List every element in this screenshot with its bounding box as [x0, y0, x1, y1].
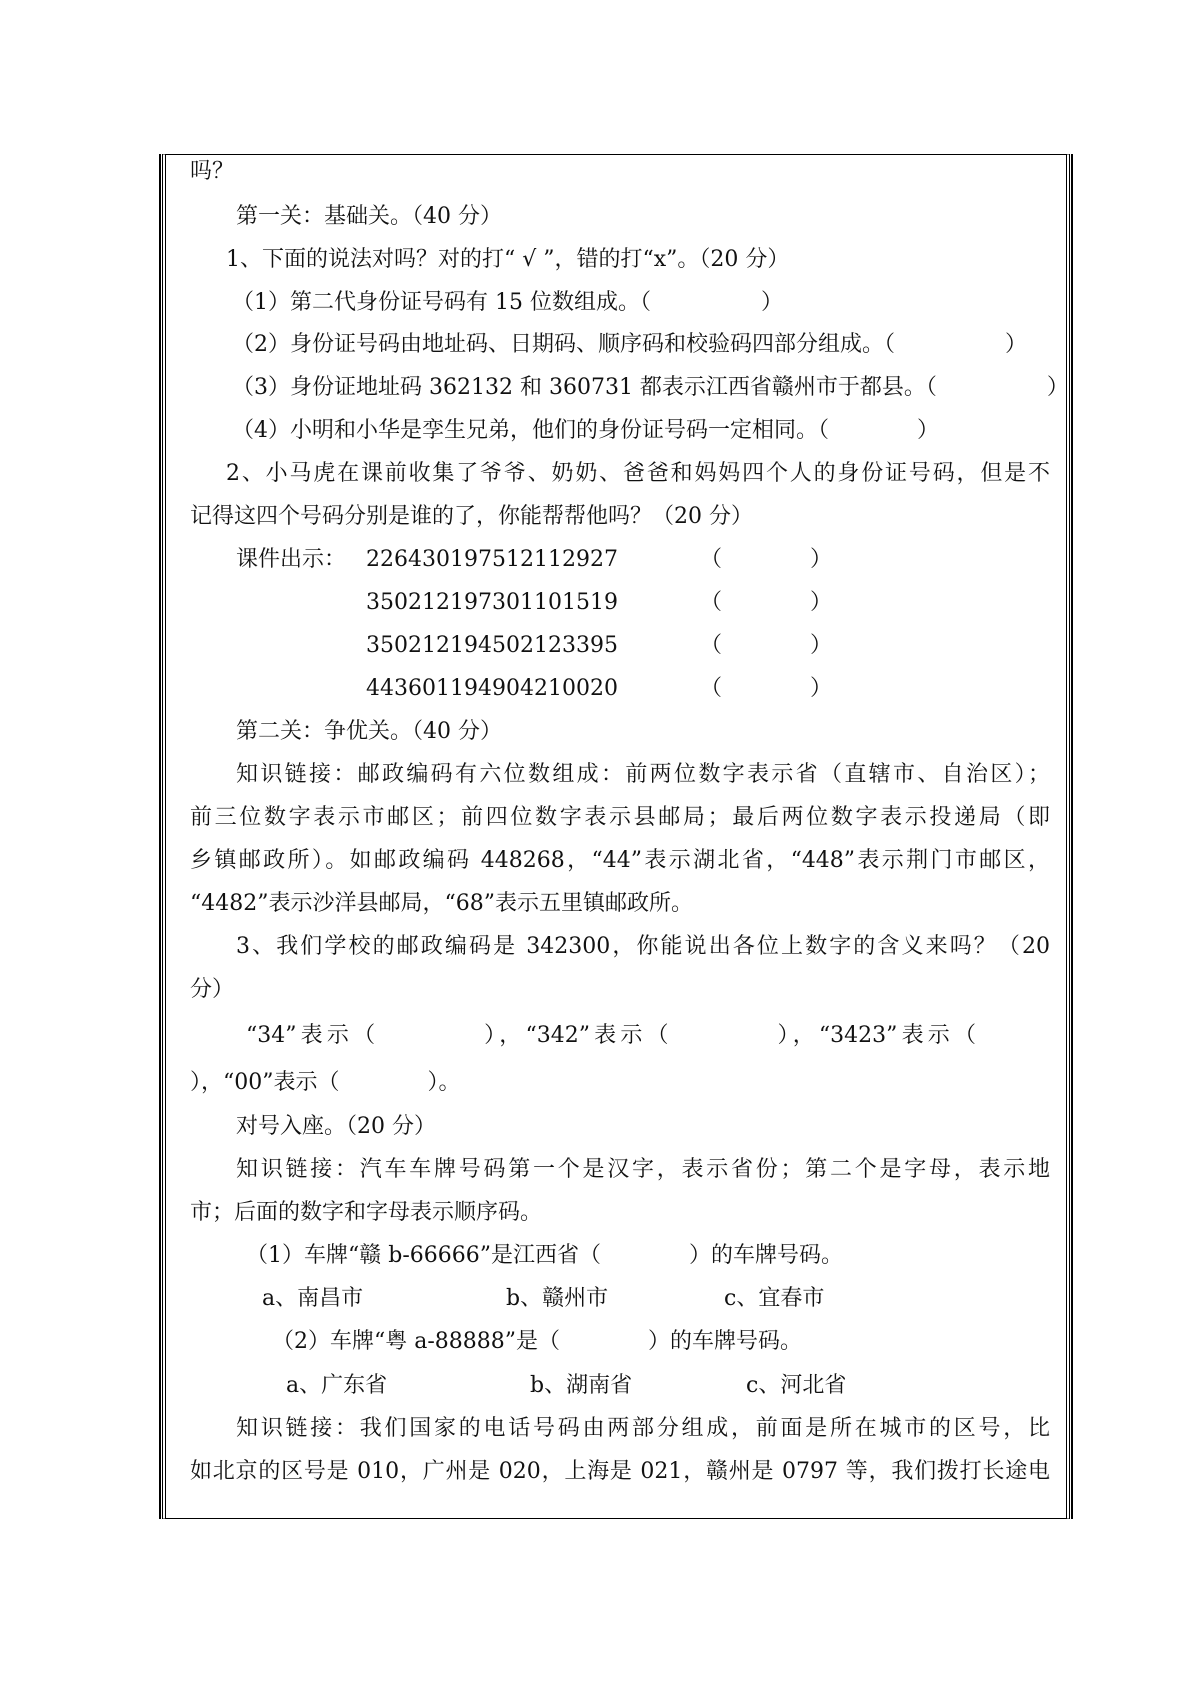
knowledge-link: 知识链接：邮政编码有六位数组成：前两位数字表示省（直辖市、自治区）；	[236, 762, 1050, 787]
knowledge-link-cont: 如北京的区号是 010，广州是 020，上海是 021，赣州是 0797 等，我们拨打长途电	[190, 1459, 1050, 1484]
knowledge-link: 知识链接：汽车车牌号码第一个是汉字，表示省份；第二个是字母，表示地	[236, 1157, 1050, 1182]
option: b、湖南省	[530, 1373, 633, 1398]
question-3-cont: 分）	[190, 977, 235, 1002]
answer-paren: （ ）	[700, 633, 833, 658]
courseware-label: 课件出示：	[236, 547, 347, 572]
answer-paren: （ ）	[700, 590, 833, 615]
plate-question-2: （2）车牌“粤 a-88888”是（ ）的车牌号码。	[272, 1329, 803, 1354]
section-heading: 对号入座。（20 分）	[236, 1114, 436, 1139]
question-1-item-3: （3）身份证地址码 362132 和 360731 都表示江西省赣州市于都县。（ ）	[232, 375, 1069, 400]
question-1-item-1: （1）第二代身份证号码有 15 位数组成。（ ）	[232, 290, 783, 315]
question-3-blanks: “34”表示（ ），“342”表示（ ），“3423”表示（	[246, 1023, 976, 1048]
knowledge-link-cont: “4482”表示沙洋县邮局，“68”表示五里镇邮政所。	[190, 891, 693, 916]
id-number: 350212194502123395	[366, 633, 618, 658]
question-1-item-2: （2）身份证号码由地址码、日期码、顺序码和校验码四部分组成。（ ）	[232, 332, 1027, 357]
option: b、赣州市	[506, 1286, 609, 1311]
question-3: 3、我们学校的邮政编码是 342300，你能说出各位上数字的含义来吗？（20	[236, 934, 1050, 959]
question-3-blanks-cont: ），“00”表示（ ）。	[190, 1070, 461, 1095]
answer-paren: （ ）	[700, 676, 833, 701]
section-heading: 第一关：基础关。（40 分）	[236, 204, 502, 229]
question-1-item-4: （4）小明和小华是孪生兄弟，他们的身份证号码一定相同。（ ）	[232, 418, 939, 443]
id-number: 226430197512112927	[366, 547, 618, 572]
option: a、南昌市	[262, 1286, 364, 1311]
section-heading: 第二关：争优关。（40 分）	[236, 719, 502, 744]
question-2: 2、小马虎在课前收集了爷爷、奶奶、爸爸和妈妈四个人的身份证号码，但是不	[226, 461, 1050, 486]
knowledge-link-cont: 前三位数字表示市邮区；前四位数字表示县邮局；最后两位数字表示投递局（即	[190, 805, 1050, 830]
knowledge-link-cont: 乡镇邮政所）。如邮政编码 448268，“44”表示湖北省，“448”表示荆门市邮区，	[190, 848, 1050, 873]
id-number: 350212197301101519	[366, 590, 618, 615]
option: c、宜春市	[724, 1286, 825, 1311]
option: c、河北省	[746, 1373, 847, 1398]
answer-paren: （ ）	[700, 547, 833, 572]
text-line: 吗？	[190, 159, 235, 184]
knowledge-link: 知识链接：我们国家的电话号码由两部分组成，前面是所在城市的区号，比	[236, 1416, 1050, 1441]
question-1: 1、下面的说法对吗？对的打“ √ ”，错的打“x”。（20 分）	[226, 247, 790, 272]
id-number: 443601194904210020	[366, 676, 618, 701]
knowledge-link-cont: 市；后面的数字和字母表示顺序码。	[190, 1200, 543, 1225]
question-2-cont: 记得这四个号码分别是谁的了，你能帮帮他吗？（20 分）	[190, 504, 753, 529]
plate-question-1: （1）车牌“赣 b-66666”是江西省（ ）的车牌号码。	[246, 1243, 843, 1268]
option: a、广东省	[286, 1373, 388, 1398]
